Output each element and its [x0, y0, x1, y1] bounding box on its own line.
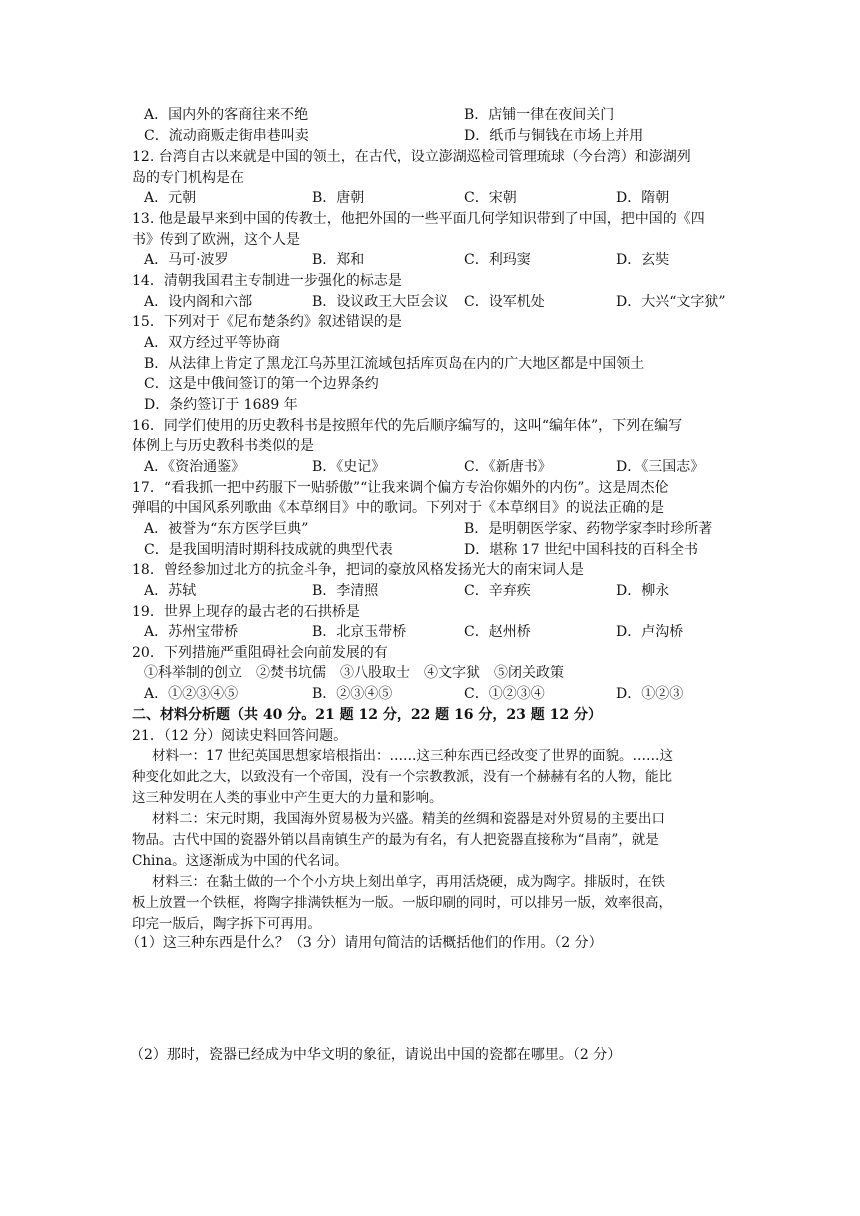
q14-option-a: A．设内阁和六部: [144, 294, 253, 310]
q21-material2-line2: 物品。古代中国的瓷器外销以昌南镇生产的最为有名，有人把瓷器直接称为“昌南”，就是: [132, 832, 659, 848]
q21-stem: 21．（12 分）阅读史料回答问题。: [132, 728, 348, 744]
q19-option-d: D．卢沟桥: [616, 624, 684, 640]
q14-option-b: B．设议政王大臣会议: [312, 294, 449, 310]
q21-material1-line3: 这三种发明在人类的事业中产生更大的力量和影响。: [132, 790, 443, 806]
q18-option-a: A．苏轼: [144, 583, 197, 599]
q13-stem-line1: 13. 他是最早来到中国的传教士，他把外国的一些平面几何学知识带到了中国，把中国的《四: [132, 211, 705, 227]
q21-material2-line3: China。这逐渐成为中国的代名词。: [132, 853, 348, 869]
q20-items: ①科举制的创立 ②焚书坑儒 ③八股取士 ④文字狱 ⑤闭关政策: [144, 665, 564, 681]
q17-stem-line1: 17．“看我抓一把中药服下一贴骄傲”“让我来调个偏方专治你媚外的内伤”。这是周杰伦: [132, 480, 669, 496]
q16-stem-line1: 16．同学们使用的历史教科书是按照年代的先后顺序编写的，这叫“编年体”，下列在编写: [132, 418, 683, 434]
q17-stem-line2: 弹唱的中国风系列歌曲《本草纲目》中的歌词。下列对于《本草纲目》的说法正确的是: [132, 500, 664, 516]
q20-stem: 20．下列措施严重阻碍社会向前发展的有: [132, 645, 388, 661]
q12-option-c: C．宋朝: [464, 190, 517, 206]
q17-option-b: B．是明朝医学家、药物学家李时珍所著: [464, 521, 713, 537]
q12-stem-line1: 12. 台湾自古以来就是中国的领土，在古代，设立澎湖巡检司管理琉球（今台湾）和澎湖列: [132, 149, 691, 165]
q21-material2-line1: 材料二：宋元时期，我国海外贸易极为兴盛。精美的丝绸和瓷器是对外贸易的主要出口: [152, 811, 665, 827]
q13-option-c: C．利玛窦: [464, 252, 531, 268]
q15-option-b: B．从法律上肯定了黑龙江乌苏里江流域包括库页岛在内的广大地区都是中国领土: [144, 356, 645, 372]
section2-title: 二、材料分析题（共 40 分。21 题 12 分，22 题 16 分，23 题 12 分）: [132, 707, 602, 723]
q11-option-d: D．纸币与铜钱在市场上并用: [464, 128, 644, 144]
q16-option-a: A．《资治通鉴》: [144, 459, 246, 475]
q16-option-b: B．《史记》: [312, 459, 386, 475]
q15-stem: 15．下列对于《尼布楚条约》叙述错误的是: [132, 314, 402, 330]
q11-option-a: A．国内外的客商往来不绝: [144, 107, 309, 123]
q13-option-d: D．玄奘: [616, 252, 670, 268]
q14-option-c: C．设军机处: [464, 294, 545, 310]
q14-stem: 14．清朝我国君主专制进一步强化的标志是: [132, 273, 402, 289]
q16-stem-line2: 体例上与历史教科书类似的是: [132, 438, 314, 454]
q16-option-d: D．《三国志》: [616, 459, 705, 475]
q19-option-a: A．苏州宝带桥: [144, 624, 239, 640]
q20-option-c: C．①②③④: [464, 686, 545, 702]
q19-option-c: C．赵州桥: [464, 624, 531, 640]
q15-option-c: C．这是中俄间签订的第一个边界条约: [144, 376, 379, 392]
q11-option-c: C．流动商贩走街串巷叫卖: [144, 128, 309, 144]
q20-option-b: B．②③④⑤: [312, 686, 393, 702]
q18-option-d: D．柳永: [616, 583, 670, 599]
q18-option-c: C．辛弃疾: [464, 583, 531, 599]
q21-subquestion-1: （1）这三种东西是什么？（3 分）请用句简洁的话概括他们的作用。（2 分）: [126, 935, 603, 951]
q16-option-c: C．《新唐书》: [464, 459, 552, 475]
q20-option-a: A．①②③④⑤: [144, 686, 239, 702]
q18-option-b: B．李清照: [312, 583, 379, 599]
q14-option-d: D．大兴“文字狱”: [616, 294, 726, 310]
q17-option-a: A．被誉为“东方医学巨典”: [144, 521, 309, 537]
q21-material1-line1: 材料一：17 世纪英国思想家培根指出：……这三种东西已经改变了世界的面貌。……这: [152, 748, 673, 764]
q21-material1-line2: 种变化如此之大，以致没有一个帝国，没有一个宗教教派，没有一个赫赫有名的人物，能比: [132, 769, 672, 785]
q21-material3-line2: 板上放置一个铁框，将陶字排满铁框为一版。一版印刷的同时，可以排另一版，效率很高，: [132, 895, 672, 911]
q20-option-d: D．①②③: [616, 686, 684, 702]
q21-material3-line3: 印完一版后，陶字拆下可再用。: [132, 916, 321, 932]
q11-option-b: B．店铺一律在夜间关门: [464, 107, 615, 123]
q12-option-d: D．隋朝: [616, 190, 670, 206]
q15-option-d: D．条约签订于 1689 年: [144, 397, 298, 413]
q13-stem-line2: 书》传到了欧洲，这个人是: [132, 232, 300, 248]
q21-subquestion-2: （2）那时，瓷器已经成为中华文明的象征，请说出中国的瓷都在哪里。（2 分）: [130, 1047, 622, 1063]
q13-option-b: B．郑和: [312, 252, 365, 268]
q15-option-a: A．双方经过平等协商: [144, 335, 281, 351]
q18-stem: 18．曾经参加过北方的抗金斗争，把词的豪放风格发扬光大的南宋词人是: [132, 562, 584, 578]
q12-option-b: B．唐朝: [312, 190, 365, 206]
q19-option-b: B．北京玉带桥: [312, 624, 407, 640]
q12-option-a: A．元朝: [144, 190, 197, 206]
q21-material3-line1: 材料三：在黏土做的一个个小方块上刻出单字，再用活烧硬，成为陶字。排版时，在铁: [152, 874, 665, 890]
q13-option-a: A．马可·波罗: [144, 252, 229, 268]
q19-stem: 19．世界上现存的最古老的石拱桥是: [132, 604, 360, 620]
q17-option-d: D．堪称 17 世纪中国科技的百科全书: [464, 542, 698, 558]
q12-stem-line2: 岛的专门机构是在: [132, 170, 244, 186]
q17-option-c: C．是我国明清时期科技成就的典型代表: [144, 542, 393, 558]
